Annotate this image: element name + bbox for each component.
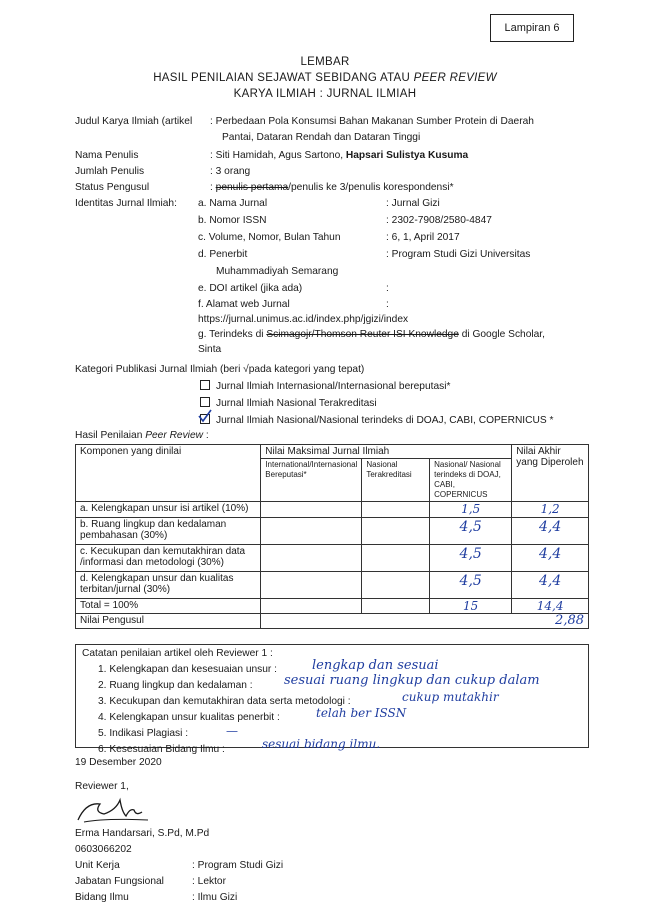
identitas-f-value: : [386, 299, 389, 310]
kategori-option-1-label: Jurnal Ilmiah Internasional/Internasional bereputasi* [216, 381, 451, 392]
kategori-option-2-label: Jurnal Ilmiah Nasional Terakreditasi [216, 398, 377, 409]
heading-line2-italic: PEER REVIEW [413, 72, 497, 84]
cell-empty [362, 572, 430, 599]
identitas-c-value: : 6, 1, April 2017 [386, 232, 460, 243]
checkbox-empty-icon [200, 397, 210, 407]
identitas-g [198, 329, 545, 340]
cell-empty [261, 502, 362, 518]
cell-empty [362, 545, 430, 572]
kategori-option-3 [200, 414, 553, 426]
judul-value-1: : Perbedaan Pola Konsumsi Bahan Makanan Sumber Protein di Daerah [210, 116, 534, 127]
catatan-item-5: 5. Indikasi Plagiasi : [98, 728, 189, 739]
heading-line2 [0, 72, 650, 84]
subheader-terakreditasi: Nasional Terakreditasi [362, 459, 430, 502]
hasil-label [75, 430, 209, 441]
status-colon: : [210, 182, 216, 193]
footer-bidang-label: Bidang Ilmu [75, 892, 129, 903]
footer-nidn: 0603066202 [75, 844, 132, 855]
checkbox-empty-icon [200, 380, 210, 390]
footer-name: Erma Handarsari, S.Pd, M.Pd [75, 828, 210, 839]
identitas-a-label: a. Nama Jurnal [198, 198, 268, 209]
heading-line1: LEMBAR [300, 56, 350, 68]
header-komponen: Komponen yang dinilai [76, 445, 261, 502]
row-akhir: 4,4 [512, 572, 589, 599]
kategori-option-2 [200, 397, 377, 409]
row-max: 4,5 [430, 518, 512, 545]
identitas-g-cont: Sinta [198, 344, 222, 355]
row-komponen: c. Kecukupan dan kemutakhiran data /informasi dan metodologi (30%) [76, 545, 261, 572]
cell-empty [362, 599, 430, 614]
cell-empty [362, 518, 430, 545]
footer-date: 19 Desember 2020 [75, 757, 162, 768]
footer-jabatan-label: Jabatan Fungsional [75, 876, 164, 887]
row-akhir: 1,2 [512, 502, 589, 518]
penulis-bold-name: Hapsari Sulistya Kusuma [345, 150, 469, 161]
table-row [76, 518, 589, 545]
header-nilai-akhir: Nilai Akhir yang Diperoleh [512, 445, 589, 502]
status-value [210, 182, 454, 193]
cell-empty [261, 545, 362, 572]
identitas-b-value: : 2302-7908/2580-4847 [386, 215, 492, 226]
lampiran-label: Lampiran 6 [504, 22, 560, 34]
identitas-d-value: : Program Studi Gizi Universitas [386, 249, 531, 260]
status-rest: /penulis ke 3/penulis korespondensi* [288, 182, 454, 193]
catatan-title: Catatan penilaian artikel oleh Reviewer 1 : [82, 648, 273, 659]
footer-unit-label: Unit Kerja [75, 860, 120, 871]
heading-line3: KARYA ILMIAH : JURNAL ILMIAH [233, 88, 417, 100]
cell-empty [362, 502, 430, 518]
identitas-g-rest: di Google Scholar, [458, 329, 545, 340]
row-akhir: 4,4 [512, 545, 589, 572]
catatan-item-3: 3. Kecukupan dan kemutakhiran data serta metodologi : [98, 696, 351, 707]
row-max: 4,5 [430, 545, 512, 572]
row-komponen: a. Kelengkapan unsur isi artikel (10%) [76, 502, 261, 518]
subheader-terindeks: Nasional/ Nasional terindeks di DOAJ, CABI, COPERNICUS [430, 459, 512, 502]
table-row [76, 502, 589, 518]
catatan-item-2-handwriting: sesuai ruang lingkup dan cukup dalam [284, 673, 540, 688]
penulis-names: : Siti Hamidah, Agus Sartono, [210, 150, 346, 161]
footer-jabatan-value: : Lektor [192, 876, 226, 887]
row-akhir: 4,4 [512, 518, 589, 545]
penulis-label: Nama Penulis [75, 150, 139, 161]
cell-empty [261, 599, 362, 614]
row-max: 4,5 [430, 572, 512, 599]
identitas-d-label: d. Penerbit [198, 249, 248, 260]
cell-empty [261, 572, 362, 599]
row-komponen: b. Ruang lingkup dan kedalaman pembahasan (30%) [76, 518, 261, 545]
jumlah-label: Jumlah Penulis [75, 166, 145, 177]
total-max: 15 [430, 599, 512, 614]
catatan-item-1: 1. Kelengkapan dan kesesuaian unsur : [98, 664, 277, 675]
identitas-label: Identitas Jurnal Ilmiah: [75, 198, 177, 209]
lampiran-box [490, 14, 574, 42]
catatan-item-6: 6. Kesesuaian Bidang Ilmu : [98, 744, 225, 755]
row-max: 1,5 [430, 502, 512, 518]
checkbox-checked-icon [200, 414, 210, 424]
catatan-item-4-handwriting: telah ber ISSN [316, 706, 407, 720]
jumlah-value: : 3 orang [210, 166, 251, 177]
kategori-option-1 [200, 380, 450, 392]
identitas-a-value: : Jurnal Gizi [386, 198, 440, 209]
pengusul-value: 2,88 [261, 614, 589, 629]
penulis-value [210, 150, 468, 161]
identitas-c-label: c. Volume, Nomor, Bulan Tahun [198, 232, 341, 243]
identitas-g-strike: Scimagojr/Thomson Reuter ISI Knowledge [266, 329, 459, 340]
identitas-f-label: f. Alamat web Jurnal [198, 299, 290, 310]
catatan-item-6-handwriting: sesuai bidang ilmu. [262, 737, 381, 751]
footer-reviewer: Reviewer 1, [75, 781, 129, 792]
signature [76, 796, 160, 826]
subheader-internasional: International/Internasional Bereputasi* [261, 459, 362, 502]
kategori-option-3-label: Jurnal Ilmiah Nasional/Nasional terindeks di DOAJ, CABI, COPERNICUS * [216, 415, 554, 426]
peer-review-table [75, 444, 589, 629]
hasil-label-text: Hasil Penilaian [75, 430, 146, 441]
judul-value-2: Pantai, Dataran Rendah dan Dataran Tinggi [222, 132, 421, 143]
hasil-label-colon: : [202, 430, 209, 441]
identitas-g-prefix: g. Terindeks di [198, 329, 267, 340]
total-row [76, 599, 589, 614]
kategori-label: Kategori Publikasi Jurnal Ilmiah (beri √pada kategori yang tepat) [75, 364, 365, 375]
footer-unit-value: : Program Studi Gizi [192, 860, 284, 871]
footer-bidang-value: : Ilmu Gizi [192, 892, 238, 903]
hasil-label-italic: Peer Review [145, 430, 203, 441]
identitas-b-label: b. Nomor ISSN [198, 215, 267, 226]
total-akhir: 14,4 [512, 599, 589, 614]
header-nilai-maks: Nilai Maksimal Jurnal Ilmiah [261, 445, 512, 459]
judul-label: Judul Karya Ilmiah (artikel [75, 116, 193, 127]
pengusul-label: Nilai Pengusul [76, 614, 261, 629]
row-komponen: d. Kelengkapan unsur dan kualitas terbitan/jurnal (30%) [76, 572, 261, 599]
catatan-item-5-handwriting: — [226, 724, 238, 738]
catatan-item-1-handwriting: lengkap dan sesuai [312, 658, 439, 673]
identitas-e-label: e. DOI artikel (jika ada) [198, 283, 303, 294]
catatan-item-4: 4. Kelengkapan unsur kualitas penerbit : [98, 712, 280, 723]
heading-line2-text: HASIL PENILAIAN SEJAWAT SEBIDANG ATAU [153, 72, 414, 84]
identitas-d-cont: Muhammadiyah Semarang [216, 266, 339, 277]
catatan-item-3-handwriting: cukup mutakhir [402, 690, 499, 704]
identitas-e-value: : [386, 283, 389, 294]
status-label: Status Pengusul [75, 182, 150, 193]
table-row [76, 545, 589, 572]
table-row [76, 572, 589, 599]
cell-empty [261, 518, 362, 545]
pengusul-row [76, 614, 589, 629]
status-strike: penulis pertama [215, 182, 289, 193]
total-label: Total = 100% [76, 599, 261, 614]
catatan-item-2: 2. Ruang lingkup dan kedalaman : [98, 680, 253, 691]
identitas-f-url: https://jurnal.unimus.ac.id/index.php/jgizi/index [198, 314, 409, 325]
